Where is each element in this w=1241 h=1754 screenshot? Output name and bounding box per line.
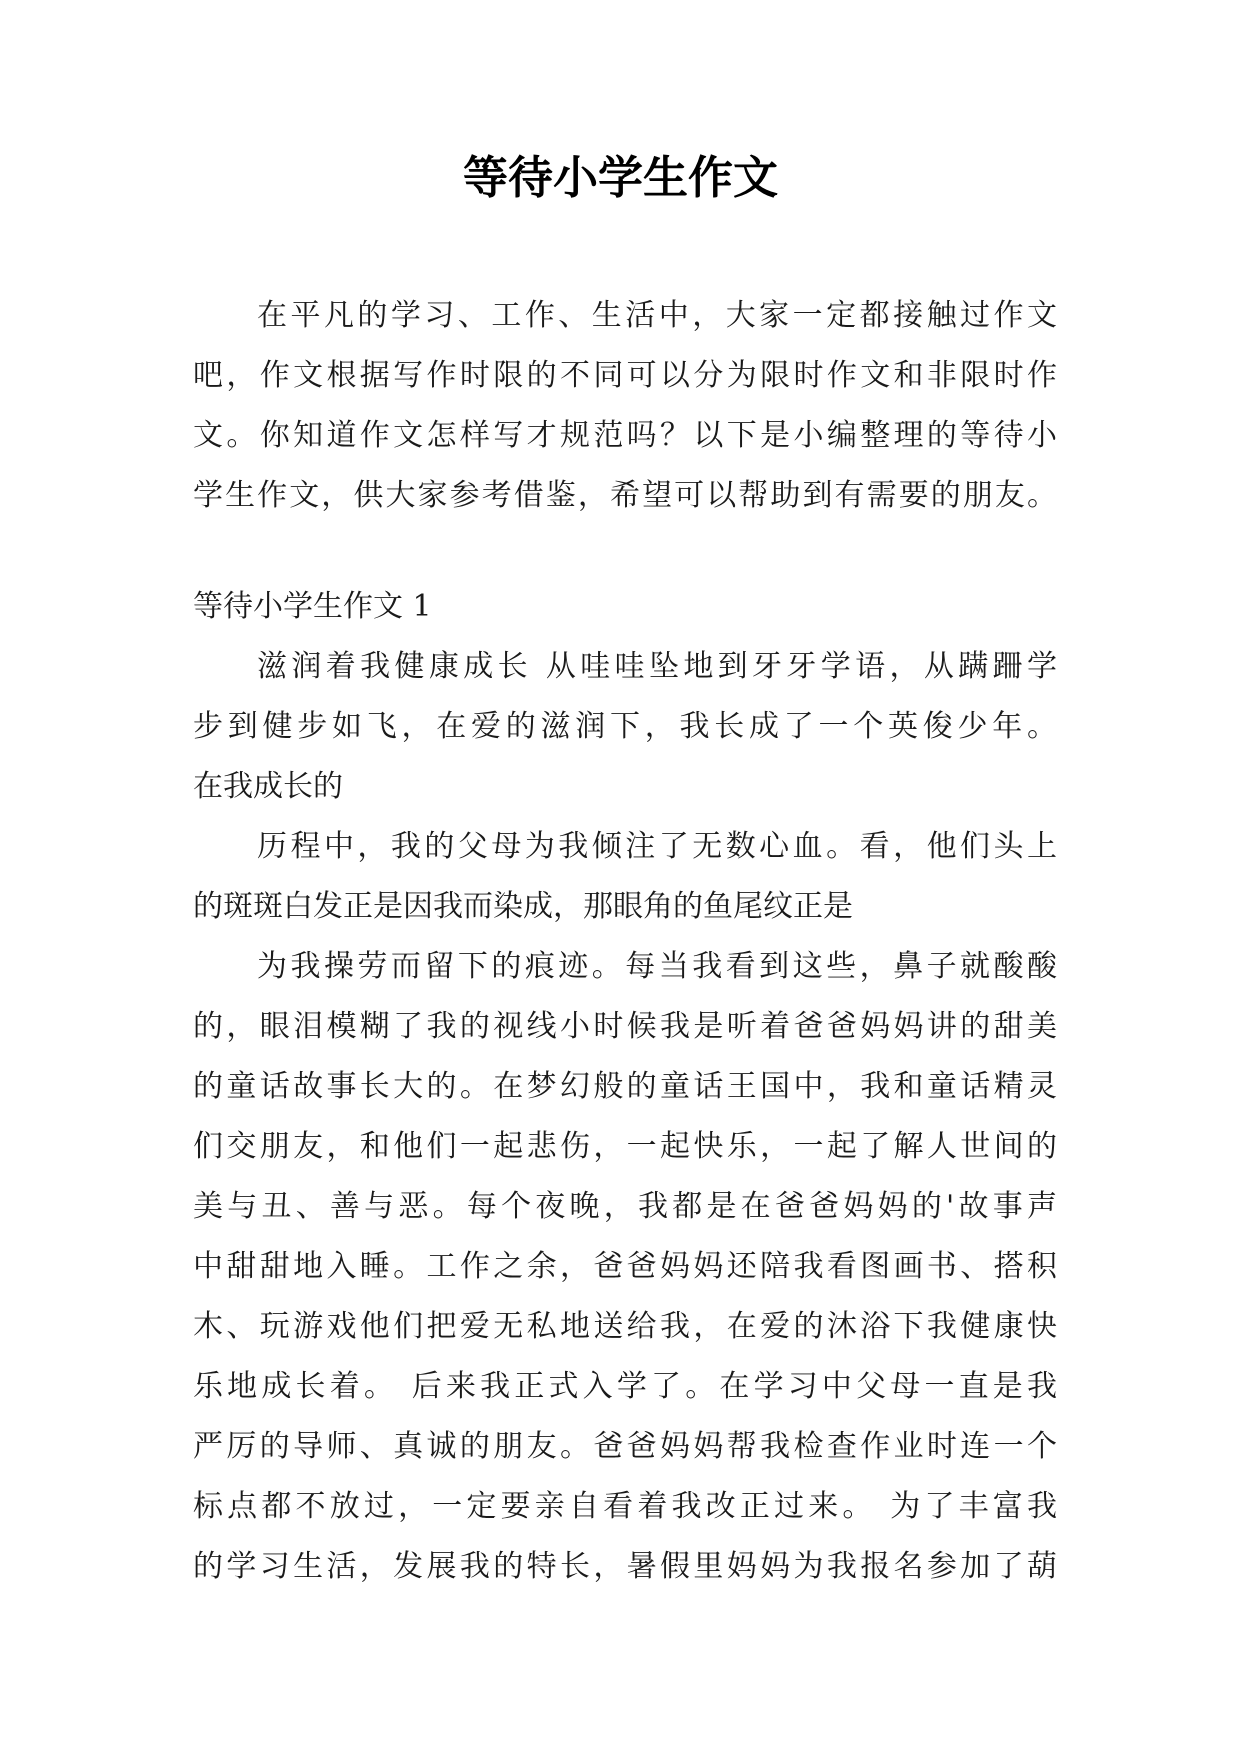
- section-heading: 等待小学生作文 1: [193, 589, 432, 624]
- body-line: 历程中，我的父母为我倾注了无数心血。看，他们头上: [257, 829, 1057, 864]
- intro-line: 吧，作文根据写作时限的不同可以分为限时作文和非限时作: [193, 358, 1057, 393]
- body-line: 的学习生活，发展我的特长，暑假里妈妈为我报名参加了葫: [193, 1549, 1057, 1584]
- body-line: 的斑斑白发正是因我而染成，那眼角的鱼尾纹正是: [193, 889, 853, 924]
- body-line: 为我操劳而留下的痕迹。每当我看到这些，鼻子就酸酸: [257, 949, 1057, 984]
- body-line: 滋润着我健康成长 从哇哇坠地到牙牙学语，从蹒跚学: [257, 649, 1057, 684]
- body-line: 乐地成长着。 后来我正式入学了。在学习中父母一直是我: [193, 1369, 1057, 1404]
- intro-line: 在平凡的学习、工作、生活中，大家一定都接触过作文: [257, 298, 1057, 333]
- document-title: 等待小学生作文: [462, 151, 778, 204]
- intro-line: 学生作文，供大家参考借鉴，希望可以帮助到有需要的朋友。: [193, 478, 1057, 513]
- body-line: 的，眼泪模糊了我的视线小时候我是听着爸爸妈妈讲的甜美: [193, 1009, 1057, 1044]
- body-line: 中甜甜地入睡。工作之余，爸爸妈妈还陪我看图画书、搭积: [193, 1249, 1057, 1284]
- body-line: 步到健步如飞，在爱的滋润下，我长成了一个英俊少年。: [193, 709, 1057, 744]
- body-line: 标点都不放过，一定要亲自看着我改正过来。 为了丰富我: [193, 1489, 1057, 1524]
- body-line: 木、玩游戏他们把爱无私地送给我，在爱的沐浴下我健康快: [193, 1309, 1057, 1344]
- body-line: 在我成长的: [193, 769, 343, 804]
- body-line: 严厉的导师、真诚的朋友。爸爸妈妈帮我检查作业时连一个: [193, 1429, 1057, 1464]
- body-line: 的童话故事长大的。在梦幻般的童话王国中，我和童话精灵: [193, 1069, 1057, 1104]
- body-line: 们交朋友，和他们一起悲伤，一起快乐，一起了解人世间的: [193, 1129, 1057, 1164]
- intro-line: 文。你知道作文怎样写才规范吗？以下是小编整理的等待小: [193, 418, 1057, 453]
- body-line: 美与丑、善与恶。每个夜晚，我都是在爸爸妈妈的'故事声: [193, 1189, 1057, 1224]
